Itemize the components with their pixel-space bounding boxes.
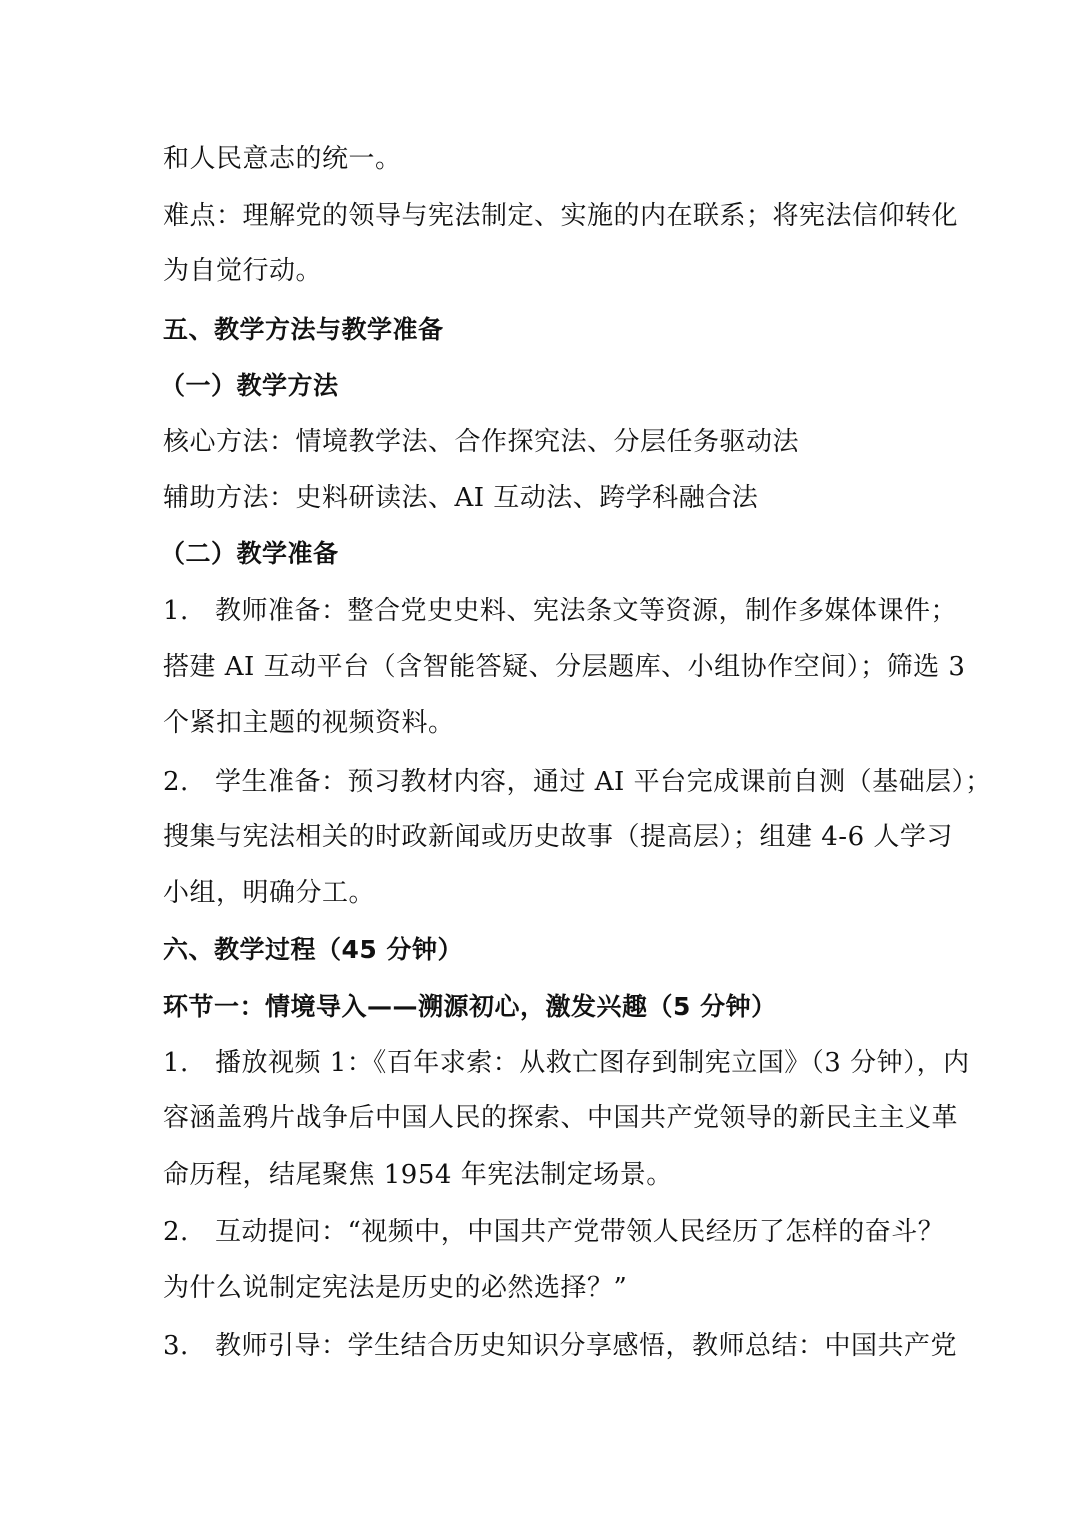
step-heading: 环节一：情境导入——溯源初心，激发兴趣（5 分钟） [163,992,777,1021]
paragraph-line: 容涵盖鸦片战争后中国人民的探索、中国共产党领导的新民主主义革 [163,1103,959,1133]
list-item [163,1212,945,1252]
list-item-text: 学生准备：预习教材内容，通过 AI 平台完成课前自测（基础层）； [215,767,992,797]
list-number: 1. [163,596,189,626]
list-number: 1. [163,1048,189,1078]
paragraph-line: 核心方法：情境教学法、合作探究法、分层任务驱动法 [163,427,800,457]
list-item [163,591,958,631]
paragraph-line: 和人民意志的统一。 [163,144,402,174]
list-item-text: 教师引导：学生结合历史知识分享感悟，教师总结：中国共产党 [215,1331,958,1361]
list-item-text: 互动提问：“视频中，中国共产党带领人民经历了怎样的奋斗？ [215,1217,945,1247]
section-heading: 六、教学过程（45 分钟） [163,935,463,964]
list-number: 2. [163,1217,189,1247]
subsection-heading: （一）教学方法 [160,371,339,400]
list-item [163,1043,970,1083]
paragraph-line: 搜集与宪法相关的时政新闻或历史故事（提高层）；组建 4-6 人学习 [163,822,953,852]
list-item [163,762,992,802]
paragraph-line: 难点：理解党的领导与宪法制定、实施的内在联系；将宪法信仰转化 [163,201,959,231]
paragraph-line: 搭建 AI 互动平台（含智能答疑、分层题库、小组协作空间）；筛选 3 [163,652,966,682]
list-item-text: 教师准备：整合党史史料、宪法条文等资源，制作多媒体课件； [215,596,958,626]
paragraph-line: 为什么说制定宪法是历史的必然选择？” [163,1273,628,1303]
paragraph-line: 为自觉行动。 [163,256,323,286]
subsection-heading: （二）教学准备 [160,539,339,568]
paragraph-line: 个紧扣主题的视频资料。 [163,708,455,738]
list-item [163,1326,958,1366]
list-item-text: 播放视频 1：《百年求索：从救亡图存到制宪立国》（3 分钟），内 [215,1048,970,1078]
section-heading: 五、教学方法与教学准备 [163,315,444,344]
paragraph-line: 命历程，结尾聚焦 1954 年宪法制定场景。 [163,1160,673,1190]
list-number: 3. [163,1331,189,1361]
paragraph-line: 小组，明确分工。 [163,878,376,908]
paragraph-line: 辅助方法：史料研读法、AI 互动法、跨学科融合法 [163,483,759,513]
list-number: 2. [163,767,189,797]
